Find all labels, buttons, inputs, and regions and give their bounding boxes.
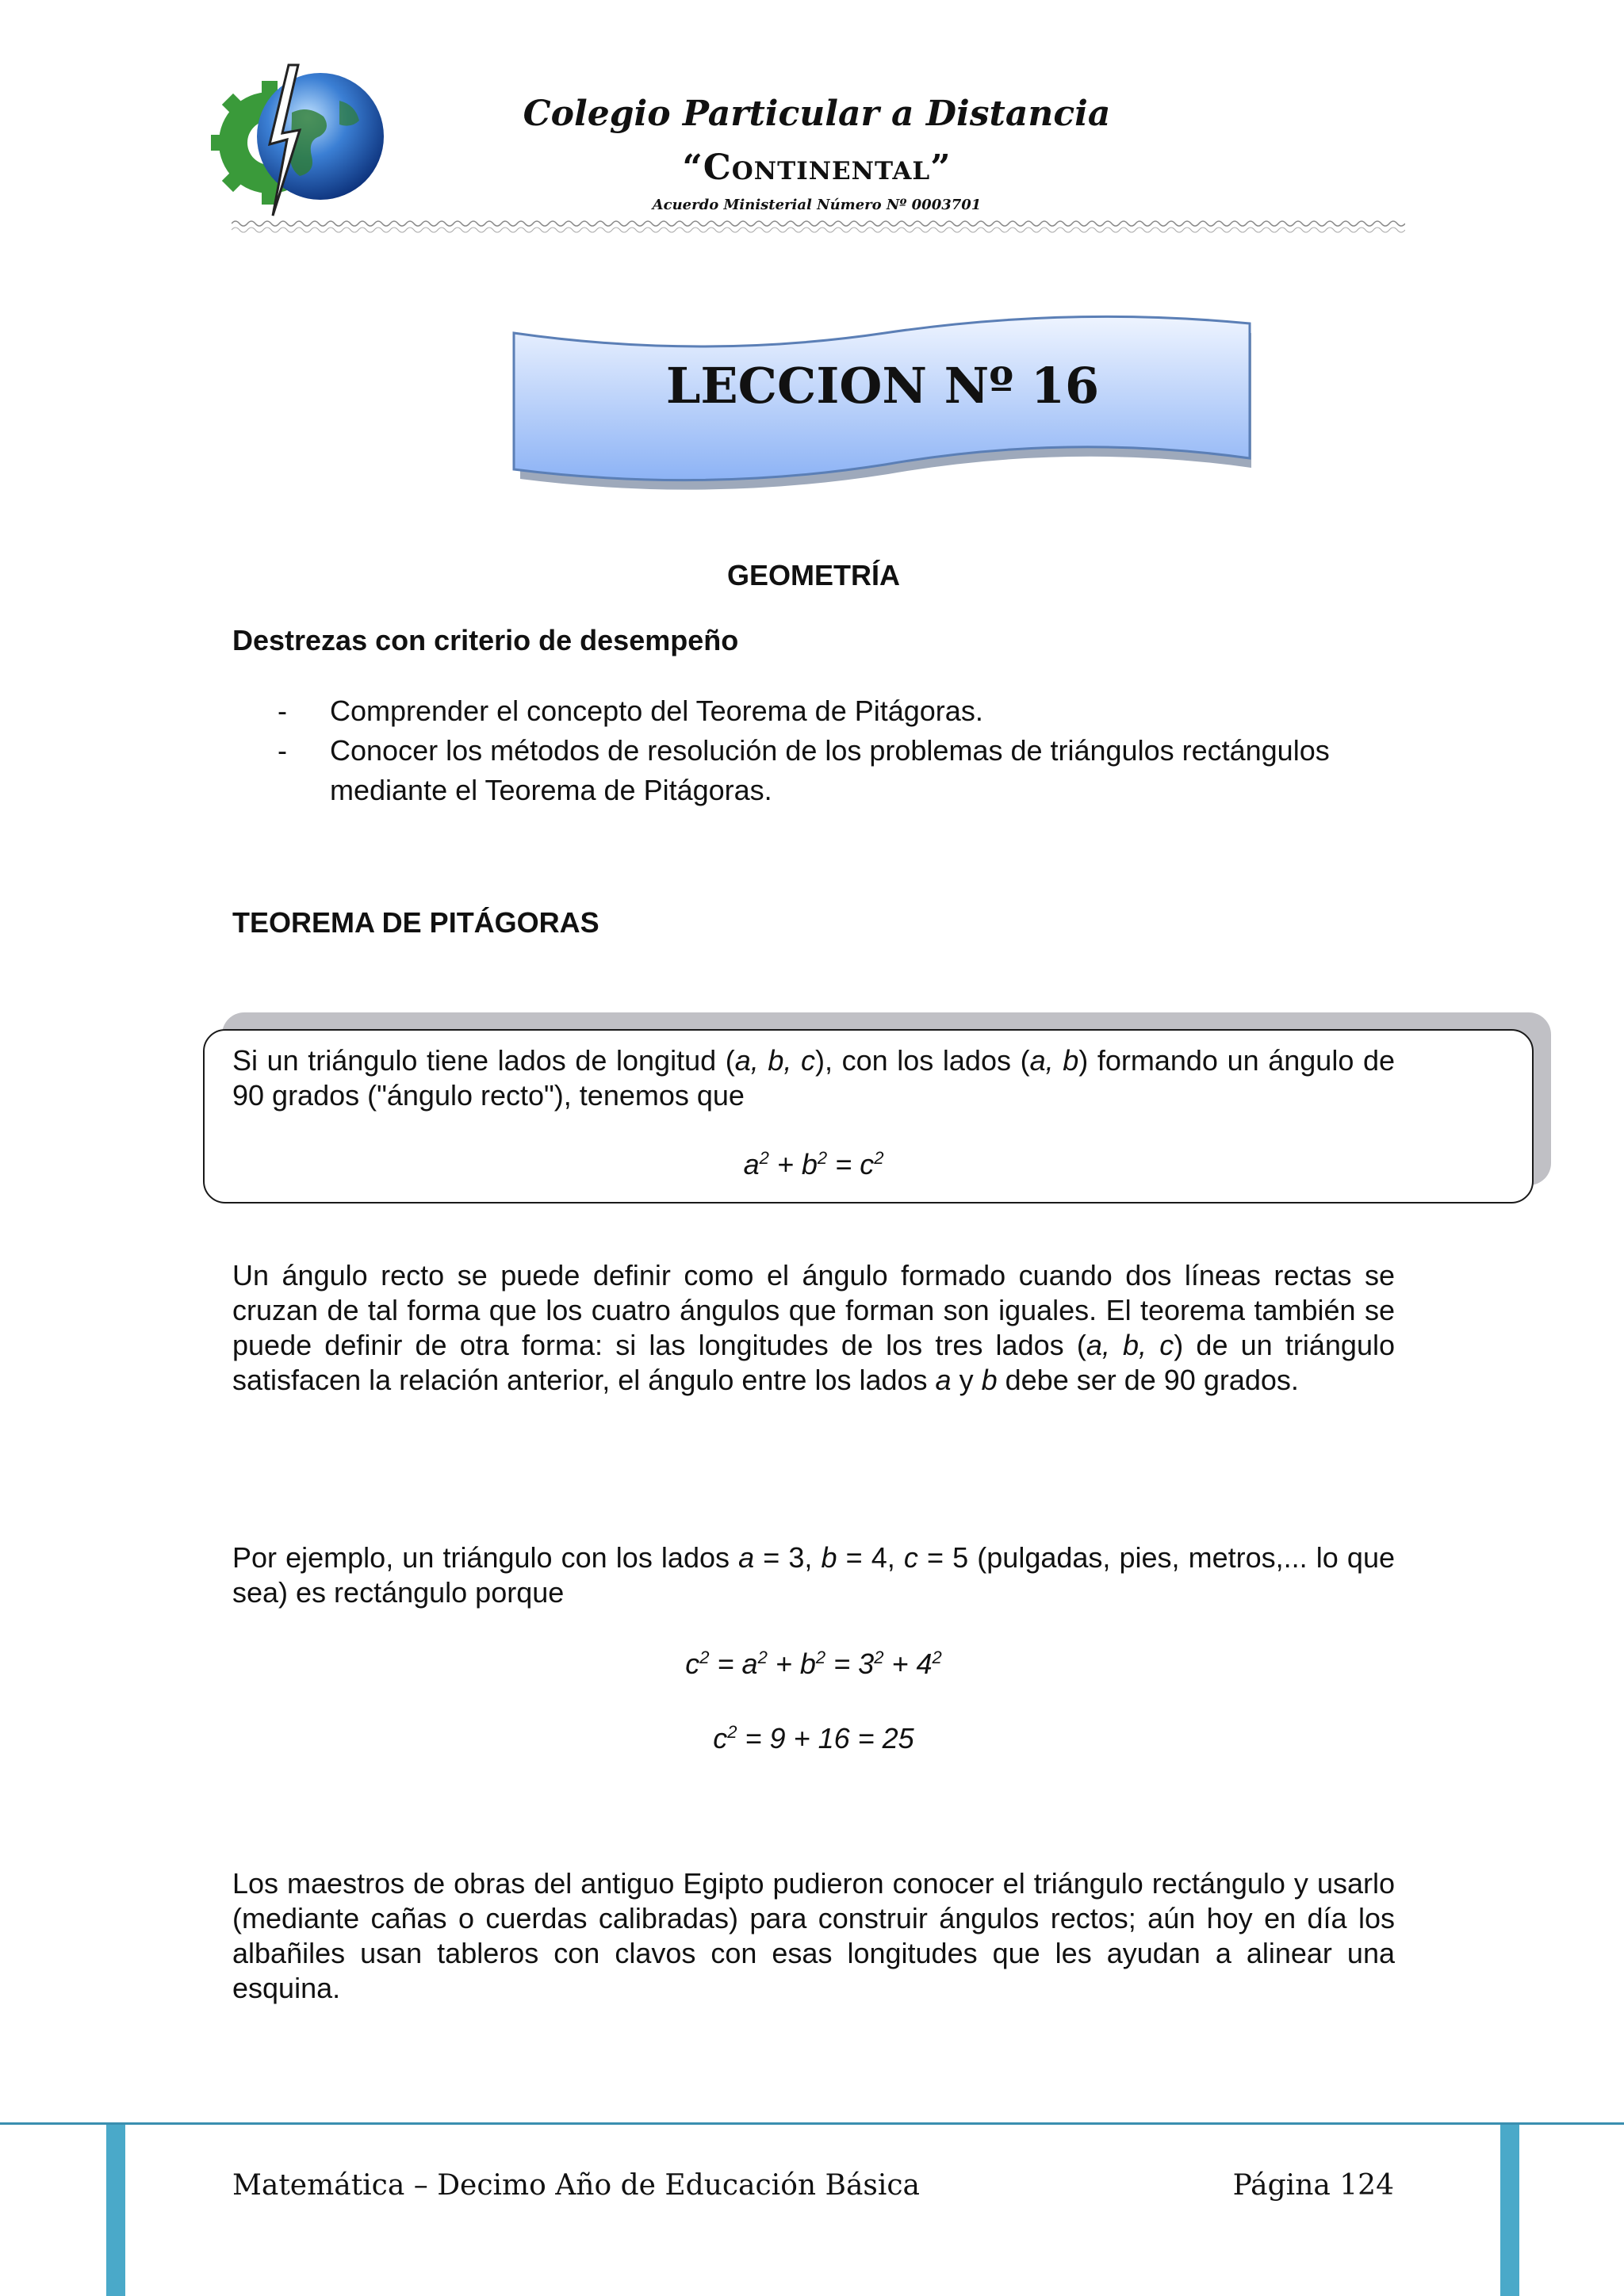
theorem-heading: TEOREMA DE PITÁGORAS xyxy=(232,906,599,939)
footer-divider xyxy=(0,2122,1624,2125)
variables: a, b, c xyxy=(734,1044,816,1077)
expression: = 9 + 16 = 25 xyxy=(737,1722,914,1755)
var: c xyxy=(713,1722,728,1755)
exponent: 2 xyxy=(757,1647,768,1667)
text: ) formando un ángulo de 90 grados ("ángulo recto"), tenemos que xyxy=(232,1044,1395,1112)
text: ), con los lados ( xyxy=(815,1044,1030,1077)
exponent: 2 xyxy=(815,1647,826,1667)
number: 3 xyxy=(858,1647,875,1680)
example-formula-2 xyxy=(232,1722,1395,1755)
variable: b xyxy=(981,1364,998,1396)
exponent: 2 xyxy=(932,1647,942,1667)
paragraph-egypt: Los maestros de obras del antiguo Egipto pudieron conocer el triángulo rectángulo y usarlo (mediante cañas o cuerdas calibradas) para construir ángulos rectos; aún hoy en día los albañiles usan tableros con clavos con esas longitudes que les ayudan a alinear una esquina. xyxy=(232,1867,1395,2004)
text: Por ejemplo, un triángulo con los lados xyxy=(232,1541,739,1574)
operator: = xyxy=(709,1647,742,1680)
exponent: 2 xyxy=(874,1647,884,1667)
footer-page-number: Página 124 xyxy=(1232,2169,1394,2202)
footer-bar-left xyxy=(106,2125,125,2296)
ministerial-agreement: Acuerdo Ministerial Número Nº 0003701 xyxy=(652,197,982,213)
skills-heading: Destrezas con criterio de desempeño xyxy=(232,624,739,656)
text: = 3, xyxy=(754,1541,822,1574)
text: Un ángulo recto se puede definir como el ángulo formado cuando dos líneas rectas se cruzan de tal forma que los cuatro ángulos que forman son iguales. El teorema también se puede definir de otra forma: si las longitudes de los tres lados ( xyxy=(232,1259,1395,1361)
exponent: 2 xyxy=(817,1148,828,1168)
var-a: a xyxy=(743,1148,760,1181)
variable: c xyxy=(903,1541,918,1574)
variable: b xyxy=(821,1541,837,1574)
school-logo-icon xyxy=(205,57,395,224)
exponent: 2 xyxy=(699,1647,710,1667)
paragraph-example xyxy=(232,1540,1395,1610)
exponent: 2 xyxy=(759,1148,769,1168)
list-bullet: - xyxy=(278,695,287,727)
exponent: 2 xyxy=(874,1148,884,1168)
number: 4 xyxy=(916,1647,933,1680)
variables: a, b, c xyxy=(1086,1329,1174,1361)
lesson-title: LECCION Nº 16 xyxy=(665,357,1100,415)
variable: a xyxy=(738,1541,755,1574)
var: b xyxy=(799,1647,816,1680)
list-item xyxy=(278,731,1396,810)
school-name-line1: Colegio Particular a Distancia xyxy=(523,94,1111,134)
var-c: c xyxy=(860,1148,875,1181)
text: ) de un triángulo satisfacen la relación anterior, el ángulo entre los lados xyxy=(232,1329,1395,1396)
example-formula-1 xyxy=(232,1647,1395,1681)
var: c xyxy=(685,1647,700,1680)
var-b: b xyxy=(801,1148,818,1181)
text: y xyxy=(951,1364,982,1396)
operator: + xyxy=(768,1148,802,1181)
list-bullet: - xyxy=(278,734,287,767)
school-name-line2: “Continental” xyxy=(682,147,952,188)
footer-course: Matemática – Decimo Año de Educación Básica xyxy=(232,2169,921,2202)
list-item-text: Conocer los métodos de resolución de los problemas de triángulos rectángulos mediante el Teorema de Pitágoras. xyxy=(330,734,1330,806)
text: = 5 (pulgadas, pies, metros,... lo que sea) es rectángulo porque xyxy=(232,1541,1395,1609)
operator: + xyxy=(767,1647,800,1680)
operator: + xyxy=(883,1647,917,1680)
variable: a xyxy=(935,1364,952,1396)
list-item xyxy=(278,691,1396,731)
operator: = xyxy=(827,1148,860,1181)
exponent: 2 xyxy=(727,1722,737,1742)
operator: = xyxy=(825,1647,859,1680)
text: debe ser de 90 grados. xyxy=(997,1364,1299,1396)
text: = 4, xyxy=(837,1541,904,1574)
variables: a, b xyxy=(1029,1044,1079,1077)
header-divider xyxy=(232,219,1405,235)
footer-bar-right xyxy=(1500,2125,1519,2296)
list-item-text: Comprender el concepto del Teorema de Pitágoras. xyxy=(330,695,983,727)
theorem-statement xyxy=(232,1043,1395,1113)
skills-list xyxy=(278,691,1396,810)
pythagoras-formula xyxy=(232,1148,1395,1181)
text: Si un triángulo tiene lados de longitud ( xyxy=(232,1044,735,1077)
var: a xyxy=(741,1647,758,1680)
section-title: GEOMETRÍA xyxy=(726,559,900,591)
paragraph-right-angle xyxy=(232,1258,1395,1398)
